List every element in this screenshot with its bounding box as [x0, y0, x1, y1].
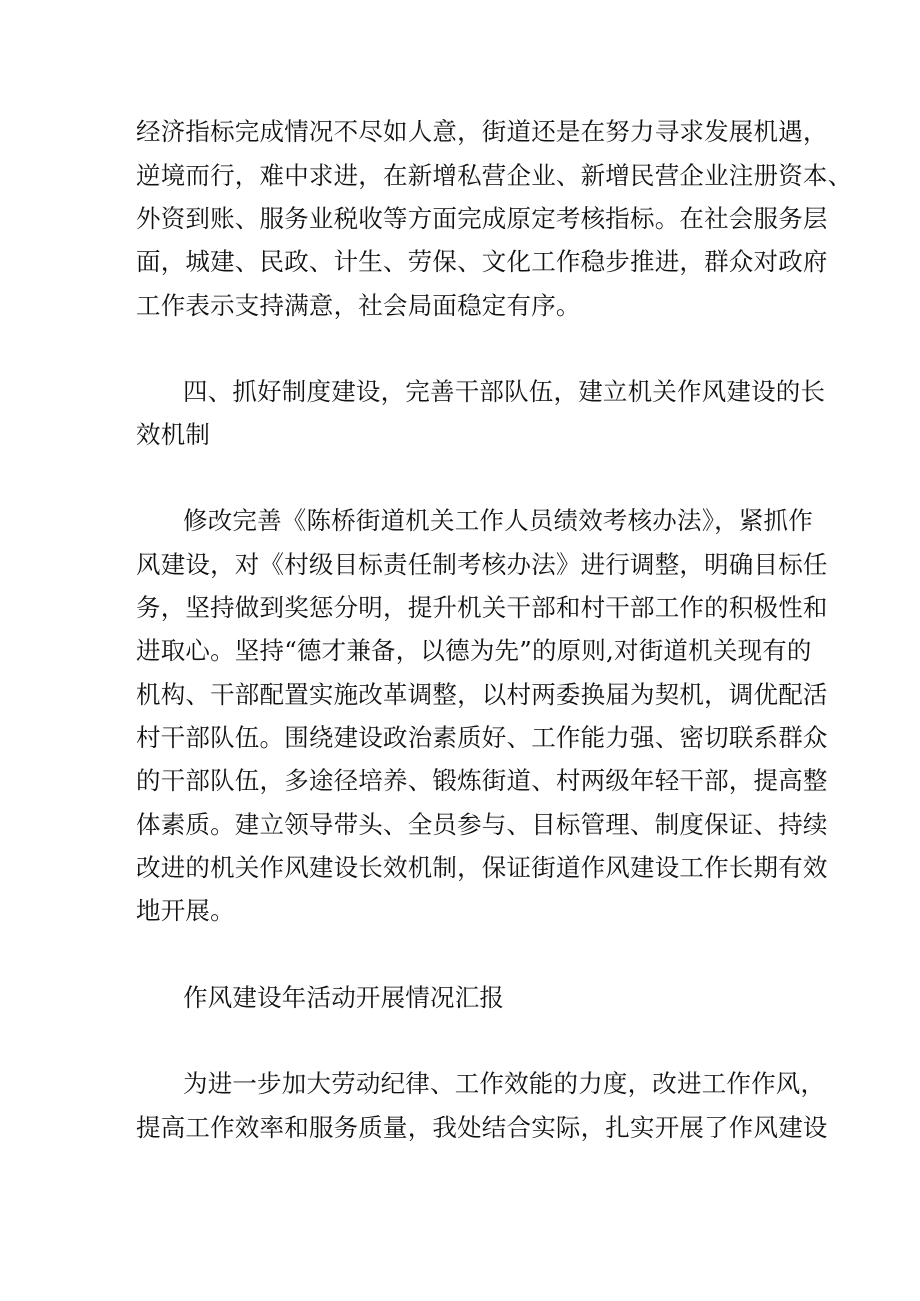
- text-line: 的干部队伍，多途径培养、锻炼街道、村两级年轻干部，提高整: [136, 766, 828, 795]
- text-line: 工作表示支持满意，社会局面稳定有序。: [136, 291, 581, 320]
- text-line: 作风建设年活动开展情况汇报: [183, 983, 505, 1012]
- text-line: 村干部队伍。围绕建设政治素质好、工作能力强、密切联系群众: [136, 723, 828, 752]
- text-line: 修改完善《陈桥街道机关工作人员绩效考核办法》，紧抓作: [183, 506, 813, 535]
- text-line: 逆境而行，难中求进，在新增私营企业、新增民营企业注册资本、: [136, 161, 853, 190]
- text-line: 经济指标完成情况不尽如人意，街道还是在努力寻求发展机遇，: [136, 117, 828, 146]
- text-line: 机构、干部配置实施改革调整，以村两委换届为契机，调优配活: [136, 680, 828, 709]
- text-line: 进取心。坚持“德才兼备，以德为先”的原则,对街道机关现有的: [136, 636, 812, 665]
- text-line: 外资到账、服务业税收等方面完成原定考核指标。在社会服务层: [136, 204, 828, 233]
- text-line: 四、抓好制度建设，完善干部队伍，建立机关作风建设的长: [183, 377, 826, 406]
- text-line: 为进一步加大劳动纪律、工作效能的力度，改进工作作风，: [183, 1069, 826, 1098]
- text-line: 面，城建、民政、计生、劳保、文化工作稳步推进，群众对政府: [136, 247, 828, 276]
- text-line: 风建设，对《村级目标责任制考核办法》进行调整，明确目标任: [136, 550, 828, 579]
- text-line: 务，坚持做到奖惩分明，提升机关干部和村干部工作的积极性和: [136, 593, 828, 622]
- text-line: 地开展。: [136, 896, 235, 925]
- text-line: 效机制: [136, 420, 211, 449]
- text-line: 提高工作效率和服务质量，我处结合实际，扎实开展了作风建设: [136, 1113, 828, 1142]
- text-line: 体素质。建立领导带头、全员参与、目标管理、制度保证、持续: [136, 810, 828, 839]
- text-line: 改进的机关作风建设长效机制，保证街道作风建设工作长期有效: [136, 853, 828, 882]
